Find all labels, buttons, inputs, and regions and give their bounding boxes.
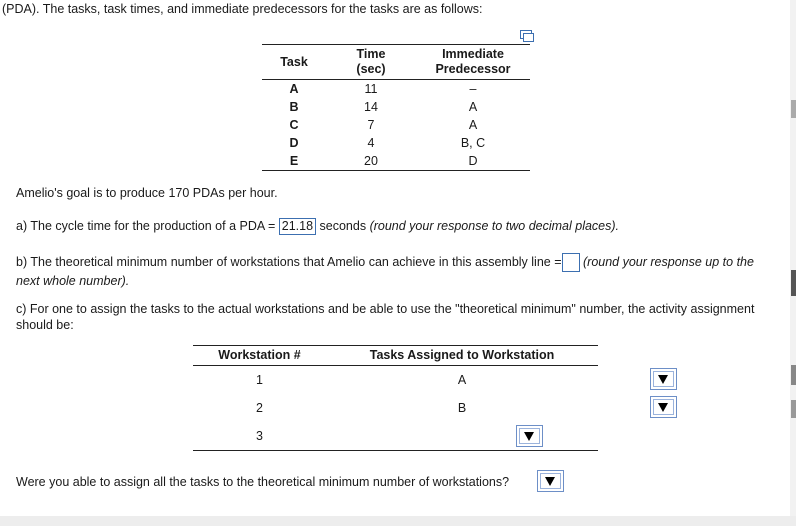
predecessor-cell: A [468,99,478,114]
table-row [193,422,598,451]
assigned-task-text: A [457,372,467,387]
dropdown-arrow-icon [545,477,555,486]
header-time-line1: Time [356,47,386,61]
copy-icon[interactable] [520,30,534,42]
question-a-suffix: seconds [319,218,367,233]
header-task: Task [280,54,308,69]
assigned-tasks-cell [326,394,598,422]
header-pred-line1: Immediate [442,47,504,61]
min-workstations-input[interactable] [562,253,580,272]
dropdown-arrow-icon [524,432,534,441]
header-time [326,45,416,80]
header-tasks-assigned: Tasks Assigned to Workstation [369,348,555,362]
task-table-header [262,45,530,80]
question-a-hint: (round your response to two decimal places). [369,218,620,233]
task-dropdown-ws2[interactable] [650,396,677,418]
question-a-prefix: a) The cycle time for the production of a PDA = [16,218,276,233]
predecessor-cell: D [468,153,478,168]
workstation-number: 2 [256,400,263,415]
workstation-number: 3 [256,428,263,443]
time-cell: 11 [364,81,378,96]
dropdown-arrow-icon [658,375,668,384]
task-cell: C [289,117,299,132]
predecessor-cell: B, C [460,135,486,150]
table-row [262,152,530,171]
task-cell: B [289,99,299,114]
table-row [193,366,598,395]
task-cell: E [289,153,299,168]
yes-no-dropdown[interactable] [537,470,564,492]
header-workstation: Workstation # [218,348,301,362]
predecessor-cell: – [469,81,477,96]
question-b-hint: (round your response up to the next whole number). [16,255,754,289]
task-dropdown-ws1[interactable] [650,368,677,390]
table-row [262,116,530,134]
assigned-task-text: B [457,400,467,415]
predecessor-cell: A [468,117,478,132]
assigned-tasks-cell [326,422,598,451]
question-c: c) For one to assign the tasks to the actual workstations and be able to use the "theoretical minimum" number, the activity assignment should be: [16,302,755,332]
intro-text: (PDA). The tasks, task times, and immediate predecessors for the tasks are as follows: [2,2,483,16]
dropdown-arrow-icon [658,403,668,412]
workstation-number: 1 [256,372,263,387]
time-cell: 4 [367,135,375,150]
assignment-table-header [193,346,598,366]
task-cell: D [289,135,299,150]
table-row [193,394,598,422]
task-cell: A [289,81,299,96]
bottom-bar [0,516,796,526]
table-row [262,134,530,152]
side-panel-fragments [791,100,796,460]
time-cell: 20 [364,153,378,168]
question-b-prefix: b) The theoretical minimum number of workstations that Amelio can achieve in this assembly line = [16,255,562,269]
time-cell: 14 [364,99,378,114]
question-b [16,253,776,290]
goal-text: Amelio's goal is to produce 170 PDAs per hour. [16,186,278,200]
time-cell: 7 [367,117,375,132]
table-row [262,80,530,99]
header-predecessor [416,45,530,80]
header-pred-line2: Predecessor [435,62,511,76]
assignment-table [193,345,598,451]
task-table [262,44,530,171]
question-a [16,218,619,235]
task-dropdown-ws3[interactable] [516,425,543,447]
cycle-time-input[interactable]: 21.18 [279,218,316,235]
header-time-line2: (sec) [356,62,386,76]
assigned-tasks-cell [326,366,598,395]
table-row [262,98,530,116]
final-question: Were you able to assign all the tasks to the theoretical minimum number of workstations? [16,475,510,489]
